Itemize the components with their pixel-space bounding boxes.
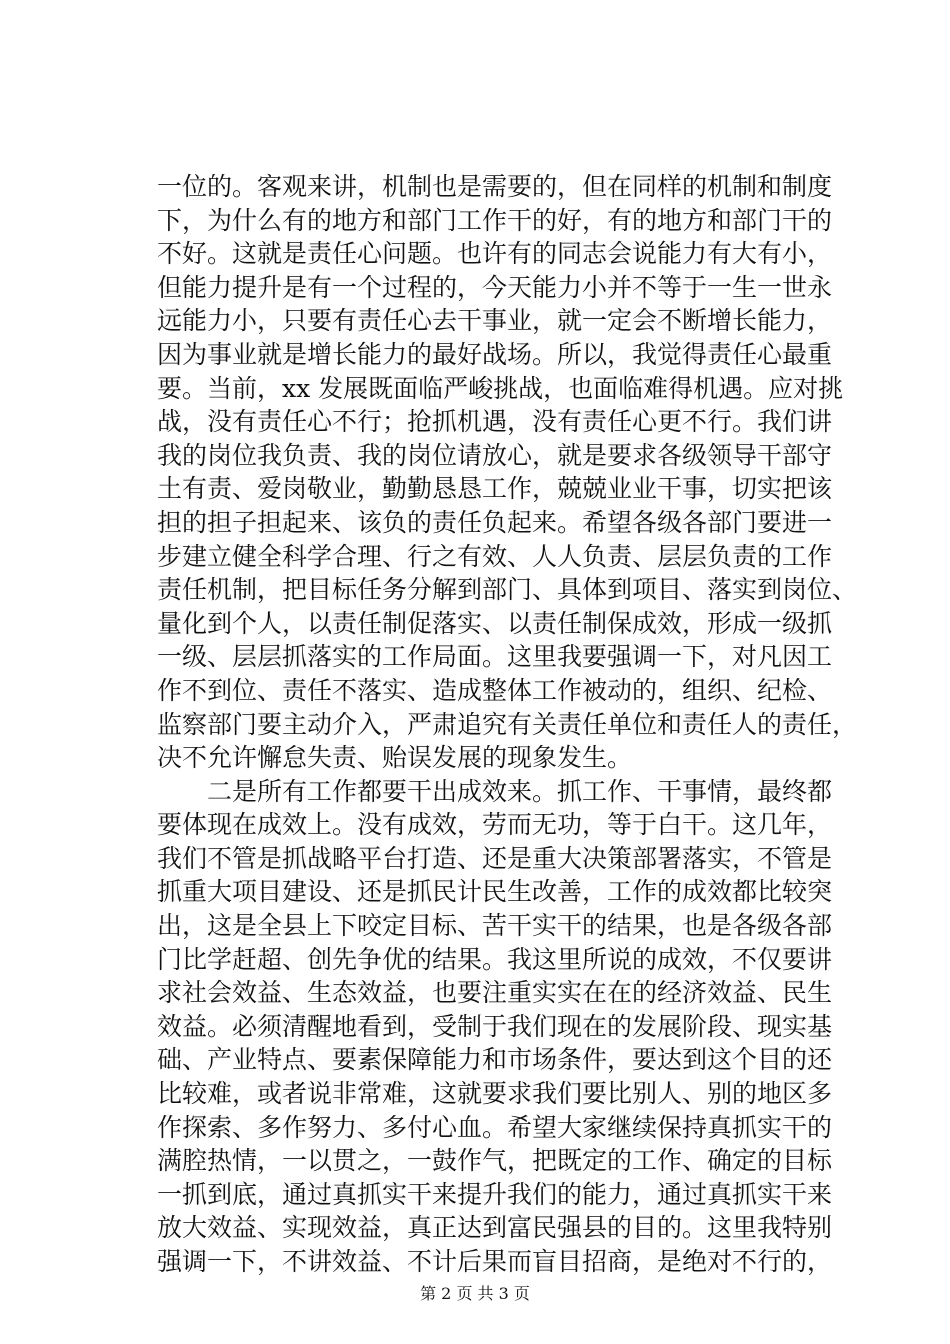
text-line: 门比学赶超、创先争优的结果。我这里所说的成效，不仅要讲 [157,944,833,974]
text-line: 二是所有工作都要干出成效来。抓工作、干事情，最终都 [157,776,833,806]
text-line: 但能力提升是有一个过程的，今天能力小并不等于一生一世永 [157,272,833,302]
text-line: 要。当前，xx 发展既面临严峻挑战，也面临难得机遇。应对挑 [157,373,844,403]
text-line: 作不到位、责任不落实、造成整体工作被动的，组织、纪检、 [157,675,833,705]
text-line: 因为事业就是增长能力的最好战场。所以，我觉得责任心最重 [157,339,833,369]
text-line: 量化到个人，以责任制促落实、以责任制保成效，形成一级抓 [157,608,833,638]
text-line: 远能力小，只要有责任心去干事业，就一定会不断增长能力， [157,306,833,336]
text-line: 土有责、爱岗敬业，勤勤恳恳工作，兢兢业业干事，切实把该 [157,474,833,504]
text-line: 我们不管是抓战略平台打造、还是重大决策部署落实，不管是 [157,843,833,873]
text-line: 监察部门要主动介入，严肃追究有关责任单位和责任人的责任， [157,709,857,739]
body-text [157,170,857,1279]
text-line: 决不允许懈怠失责、贻误发展的现象发生。 [157,743,633,773]
text-line: 出，这是全县上下咬定目标、苦干实干的结果，也是各级各部 [157,911,833,941]
text-line: 步建立健全科学合理、行之有效、人人负责、层层负责的工作 [157,541,833,571]
text-line: 作探索、多作努力、多付心血。希望大家继续保持真抓实干的 [157,1112,833,1142]
text-line: 担的担子担起来、该负的责任负起来。希望各级各部门要进一 [157,507,833,537]
text-line: 责任机制，把目标任务分解到部门、具体到项目、落实到岗位、 [157,575,857,605]
text-line: 放大效益、实现效益，真正达到富民强县的目的。这里我特别 [157,1213,833,1243]
text-line: 不好。这就是责任心问题。也许有的同志会说能力有大有小， [157,239,833,269]
text-line: 比较难，或者说非常难，这就要求我们要比别人、别的地区多 [157,1079,833,1109]
text-line: 要体现在成效上。没有成效，劳而无功，等于白干。这几年， [157,810,833,840]
text-line: 一抓到底，通过真抓实干来提升我们的能力，通过真抓实干来 [157,1179,833,1209]
text-line: 一级、层层抓落实的工作局面。这里我要强调一下，对凡因工 [157,642,833,672]
text-line: 下，为什么有的地方和部门工作干的好，有的地方和部门干的 [157,205,833,235]
text-line: 战，没有责任心不行；抢抓机遇，没有责任心更不行。我们讲 [157,407,833,437]
text-line: 础、产业特点、要素保障能力和市场条件，要达到这个目的还 [157,1045,833,1075]
text-line: 效益。必须清醒地看到，受制于我们现在的发展阶段、现实基 [157,1011,833,1041]
text-line: 抓重大项目建设、还是抓民计民生改善，工作的成效都比较突 [157,877,833,907]
text-line: 我的岗位我负责、我的岗位请放心，就是要求各级领导干部守 [157,440,833,470]
text-line: 满腔热情，一以贯之，一鼓作气，把既定的工作、确定的目标 [157,1146,833,1176]
page-footer: 第 2 页 共 3 页 [420,1284,530,1303]
text-line: 一位的。客观来讲，机制也是需要的，但在同样的机制和制度 [157,172,833,201]
text-line: 强调一下，不讲效益、不计后果而盲目招商，是绝对不行的， [157,1247,833,1276]
text-line: 求社会效益、生态效益，也要注重实实在在的经济效益、民生 [157,978,833,1008]
